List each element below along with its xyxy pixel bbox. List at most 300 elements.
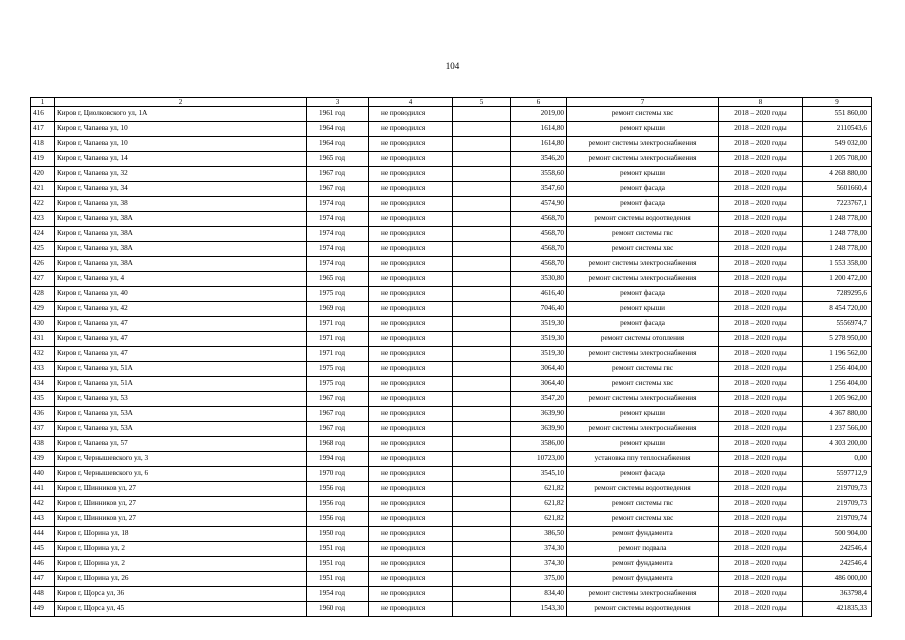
column-header: 2	[55, 98, 307, 107]
table-row	[31, 602, 872, 617]
empty-cell	[453, 377, 511, 392]
address-cell: Киров г, Чапаева ул, 57	[55, 437, 307, 452]
row-number-cell: 444	[31, 527, 55, 542]
empty-cell	[453, 392, 511, 407]
address-cell: Киров г, Шорина ул, 26	[55, 572, 307, 587]
period-cell: 2018 – 2020 годы	[719, 497, 803, 512]
empty-cell	[453, 527, 511, 542]
last-repair-cell: не проводился	[369, 152, 453, 167]
period-cell: 2018 – 2020 годы	[719, 392, 803, 407]
table-row	[31, 272, 872, 287]
period-cell: 2018 – 2020 годы	[719, 287, 803, 302]
year-built-cell: 1956 год	[307, 482, 369, 497]
row-number-cell: 433	[31, 362, 55, 377]
cost-cell: 1 200 472,00	[803, 272, 872, 287]
work-type-cell: ремонт крыши	[567, 407, 719, 422]
row-number-cell: 428	[31, 287, 55, 302]
cost-cell: 421835,33	[803, 602, 872, 617]
period-cell: 2018 – 2020 годы	[719, 512, 803, 527]
year-built-cell: 1974 год	[307, 257, 369, 272]
year-built-cell: 1971 год	[307, 347, 369, 362]
work-type-cell: ремонт системы хвс	[567, 512, 719, 527]
empty-cell	[453, 212, 511, 227]
last-repair-cell: не проводился	[369, 107, 453, 122]
year-built-cell: 1960 год	[307, 602, 369, 617]
last-repair-cell: не проводился	[369, 482, 453, 497]
address-cell: Киров г, Чапаева ул, 51А	[55, 362, 307, 377]
area-cell: 374,30	[511, 542, 567, 557]
year-built-cell: 1974 год	[307, 212, 369, 227]
table-row	[31, 212, 872, 227]
work-type-cell: ремонт системы электроснабжения	[567, 137, 719, 152]
year-built-cell: 1975 год	[307, 362, 369, 377]
address-cell: Киров г, Чапаева ул, 38А	[55, 242, 307, 257]
address-cell: Киров г, Шорина ул, 2	[55, 542, 307, 557]
year-built-cell: 1951 год	[307, 542, 369, 557]
year-built-cell: 1950 год	[307, 527, 369, 542]
row-number-cell: 446	[31, 557, 55, 572]
address-cell: Киров г, Шорина ул, 2	[55, 557, 307, 572]
area-cell: 3064,40	[511, 377, 567, 392]
table-row	[31, 392, 872, 407]
cost-cell: 1 256 404,00	[803, 377, 872, 392]
work-type-cell: ремонт фасада	[567, 287, 719, 302]
row-number-cell: 443	[31, 512, 55, 527]
address-cell: Киров г, Шинников ул, 27	[55, 512, 307, 527]
empty-cell	[453, 197, 511, 212]
area-cell: 4616,40	[511, 287, 567, 302]
cost-cell: 5 278 950,00	[803, 332, 872, 347]
work-type-cell: ремонт системы гвс	[567, 362, 719, 377]
cost-cell: 219709,74	[803, 512, 872, 527]
row-number-cell: 437	[31, 422, 55, 437]
period-cell: 2018 – 2020 годы	[719, 257, 803, 272]
area-cell: 3519,30	[511, 347, 567, 362]
last-repair-cell: не проводился	[369, 557, 453, 572]
last-repair-cell: не проводился	[369, 602, 453, 617]
year-built-cell: 1967 год	[307, 407, 369, 422]
cost-cell: 363798,4	[803, 587, 872, 602]
table-row	[31, 572, 872, 587]
address-cell: Киров г, Чапаева ул, 53А	[55, 407, 307, 422]
area-cell: 374,30	[511, 557, 567, 572]
work-type-cell: ремонт системы электроснабжения	[567, 392, 719, 407]
empty-cell	[453, 497, 511, 512]
period-cell: 2018 – 2020 годы	[719, 227, 803, 242]
header-row	[31, 98, 872, 107]
area-cell: 834,40	[511, 587, 567, 602]
last-repair-cell: не проводился	[369, 257, 453, 272]
row-number-cell: 430	[31, 317, 55, 332]
address-cell: Киров г, Шинников ул, 27	[55, 497, 307, 512]
area-cell: 375,00	[511, 572, 567, 587]
last-repair-cell: не проводился	[369, 467, 453, 482]
year-built-cell: 1970 год	[307, 467, 369, 482]
column-header: 8	[719, 98, 803, 107]
empty-cell	[453, 272, 511, 287]
area-cell: 4568,70	[511, 227, 567, 242]
work-type-cell: ремонт фундамента	[567, 557, 719, 572]
table-row	[31, 227, 872, 242]
last-repair-cell: не проводился	[369, 572, 453, 587]
empty-cell	[453, 452, 511, 467]
last-repair-cell: не проводился	[369, 392, 453, 407]
work-type-cell: ремонт фасада	[567, 467, 719, 482]
area-cell: 4568,70	[511, 242, 567, 257]
cost-cell: 500 904,00	[803, 527, 872, 542]
area-cell: 3546,20	[511, 152, 567, 167]
period-cell: 2018 – 2020 годы	[719, 422, 803, 437]
year-built-cell: 1974 год	[307, 242, 369, 257]
cost-cell: 219709,73	[803, 497, 872, 512]
cost-cell: 242546,4	[803, 542, 872, 557]
cost-cell: 7223767,1	[803, 197, 872, 212]
empty-cell	[453, 437, 511, 452]
empty-cell	[453, 362, 511, 377]
last-repair-cell: не проводился	[369, 452, 453, 467]
row-number-cell: 419	[31, 152, 55, 167]
year-built-cell: 1974 год	[307, 197, 369, 212]
area-cell: 3530,80	[511, 272, 567, 287]
table-row	[31, 287, 872, 302]
work-type-cell: ремонт системы электроснабжения	[567, 152, 719, 167]
last-repair-cell: не проводился	[369, 437, 453, 452]
cost-cell: 1 256 404,00	[803, 362, 872, 377]
empty-cell	[453, 302, 511, 317]
empty-cell	[453, 542, 511, 557]
table-row	[31, 362, 872, 377]
row-number-cell: 445	[31, 542, 55, 557]
cost-cell: 1 248 778,00	[803, 227, 872, 242]
area-cell: 2019,00	[511, 107, 567, 122]
cost-cell: 1 553 358,00	[803, 257, 872, 272]
period-cell: 2018 – 2020 годы	[719, 437, 803, 452]
period-cell: 2018 – 2020 годы	[719, 362, 803, 377]
cost-cell: 242546,4	[803, 557, 872, 572]
cost-cell: 4 268 880,00	[803, 167, 872, 182]
address-cell: Киров г, Шинников ул, 27	[55, 482, 307, 497]
cost-cell: 4 367 880,00	[803, 407, 872, 422]
year-built-cell: 1975 год	[307, 377, 369, 392]
year-built-cell: 1967 год	[307, 392, 369, 407]
area-cell: 4568,70	[511, 257, 567, 272]
work-type-cell: ремонт крыши	[567, 122, 719, 137]
work-type-cell: ремонт системы гвс	[567, 227, 719, 242]
table-row	[31, 497, 872, 512]
column-header: 5	[453, 98, 511, 107]
address-cell: Киров г, Чапаева ул, 40	[55, 287, 307, 302]
empty-cell	[453, 242, 511, 257]
last-repair-cell: не проводился	[369, 272, 453, 287]
row-number-cell: 449	[31, 602, 55, 617]
period-cell: 2018 – 2020 годы	[719, 122, 803, 137]
row-number-cell: 417	[31, 122, 55, 137]
row-number-cell: 441	[31, 482, 55, 497]
table-body	[31, 107, 872, 617]
empty-cell	[453, 152, 511, 167]
empty-cell	[453, 467, 511, 482]
period-cell: 2018 – 2020 годы	[719, 167, 803, 182]
area-cell: 3064,40	[511, 362, 567, 377]
last-repair-cell: не проводился	[369, 182, 453, 197]
last-repair-cell: не проводился	[369, 122, 453, 137]
last-repair-cell: не проводился	[369, 302, 453, 317]
address-cell: Киров г, Чапаева ул, 4	[55, 272, 307, 287]
cost-cell: 0,00	[803, 452, 872, 467]
table-row	[31, 107, 872, 122]
address-cell: Киров г, Щорса ул, 45	[55, 602, 307, 617]
table-row	[31, 557, 872, 572]
work-type-cell: ремонт системы хвс	[567, 107, 719, 122]
year-built-cell: 1974 год	[307, 227, 369, 242]
work-type-cell: ремонт фундамента	[567, 527, 719, 542]
work-type-cell: ремонт системы электроснабжения	[567, 347, 719, 362]
page-number: 104	[445, 61, 460, 71]
work-type-cell: ремонт системы электроснабжения	[567, 272, 719, 287]
table-row	[31, 242, 872, 257]
work-type-cell: ремонт фасада	[567, 182, 719, 197]
table-row	[31, 332, 872, 347]
year-built-cell: 1964 год	[307, 137, 369, 152]
last-repair-cell: не проводился	[369, 542, 453, 557]
last-repair-cell: не проводился	[369, 527, 453, 542]
area-cell: 3545,10	[511, 467, 567, 482]
empty-cell	[453, 182, 511, 197]
last-repair-cell: не проводился	[369, 422, 453, 437]
area-cell: 3519,30	[511, 332, 567, 347]
address-cell: Киров г, Чапаева ул, 38А	[55, 227, 307, 242]
table-row	[31, 137, 872, 152]
area-cell: 7046,40	[511, 302, 567, 317]
housing-repair-table	[30, 97, 872, 617]
last-repair-cell: не проводился	[369, 212, 453, 227]
column-header: 3	[307, 98, 369, 107]
table-row	[31, 257, 872, 272]
cost-cell: 1 248 778,00	[803, 212, 872, 227]
work-type-cell: ремонт системы электроснабжения	[567, 587, 719, 602]
work-type-cell: ремонт крыши	[567, 437, 719, 452]
address-cell: Киров г, Чапаева ул, 34	[55, 182, 307, 197]
row-number-cell: 426	[31, 257, 55, 272]
empty-cell	[453, 407, 511, 422]
address-cell: Киров г, Щорса ул, 36	[55, 587, 307, 602]
row-number-cell: 420	[31, 167, 55, 182]
cost-cell: 1 248 778,00	[803, 242, 872, 257]
year-built-cell: 1967 год	[307, 182, 369, 197]
year-built-cell: 1956 год	[307, 512, 369, 527]
address-cell: Киров г, Чапаева ул, 42	[55, 302, 307, 317]
cost-cell: 1 196 562,00	[803, 347, 872, 362]
table-row	[31, 377, 872, 392]
period-cell: 2018 – 2020 годы	[719, 347, 803, 362]
address-cell: Киров г, Чапаева ул, 47	[55, 347, 307, 362]
empty-cell	[453, 287, 511, 302]
last-repair-cell: не проводился	[369, 347, 453, 362]
row-number-cell: 442	[31, 497, 55, 512]
year-built-cell: 1967 год	[307, 422, 369, 437]
row-number-cell: 434	[31, 377, 55, 392]
work-type-cell: ремонт системы водоотведения	[567, 212, 719, 227]
column-header: 7	[567, 98, 719, 107]
empty-cell	[453, 317, 511, 332]
table-row	[31, 122, 872, 137]
empty-cell	[453, 122, 511, 137]
year-built-cell: 1975 год	[307, 287, 369, 302]
period-cell: 2018 – 2020 годы	[719, 107, 803, 122]
cost-cell: 2110543,6	[803, 122, 872, 137]
last-repair-cell: не проводился	[369, 332, 453, 347]
table-row	[31, 167, 872, 182]
last-repair-cell: не проводился	[369, 362, 453, 377]
row-number-cell: 439	[31, 452, 55, 467]
row-number-cell: 429	[31, 302, 55, 317]
year-built-cell: 1965 год	[307, 272, 369, 287]
period-cell: 2018 – 2020 годы	[719, 572, 803, 587]
address-cell: Киров г, Чапаева ул, 47	[55, 317, 307, 332]
area-cell: 4574,90	[511, 197, 567, 212]
area-cell: 3519,30	[511, 317, 567, 332]
cost-cell: 1 237 566,00	[803, 422, 872, 437]
period-cell: 2018 – 2020 годы	[719, 182, 803, 197]
cost-cell: 8 454 720,00	[803, 302, 872, 317]
cost-cell: 5556974,7	[803, 317, 872, 332]
cost-cell: 551 860,00	[803, 107, 872, 122]
year-built-cell: 1968 год	[307, 437, 369, 452]
empty-cell	[453, 557, 511, 572]
row-number-cell: 422	[31, 197, 55, 212]
table-row	[31, 317, 872, 332]
cost-cell: 486 000,00	[803, 572, 872, 587]
table-row	[31, 527, 872, 542]
period-cell: 2018 – 2020 годы	[719, 212, 803, 227]
empty-cell	[453, 572, 511, 587]
period-cell: 2018 – 2020 годы	[719, 407, 803, 422]
row-number-cell: 427	[31, 272, 55, 287]
area-cell: 4568,70	[511, 212, 567, 227]
year-built-cell: 1994 год	[307, 452, 369, 467]
year-built-cell: 1971 год	[307, 317, 369, 332]
last-repair-cell: не проводился	[369, 512, 453, 527]
year-built-cell: 1965 год	[307, 152, 369, 167]
area-cell: 3639,90	[511, 407, 567, 422]
row-number-cell: 418	[31, 137, 55, 152]
row-number-cell: 440	[31, 467, 55, 482]
cost-cell: 5601660,4	[803, 182, 872, 197]
period-cell: 2018 – 2020 годы	[719, 482, 803, 497]
last-repair-cell: не проводился	[369, 377, 453, 392]
period-cell: 2018 – 2020 годы	[719, 542, 803, 557]
last-repair-cell: не проводился	[369, 137, 453, 152]
period-cell: 2018 – 2020 годы	[719, 332, 803, 347]
period-cell: 2018 – 2020 годы	[719, 377, 803, 392]
address-cell: Киров г, Чапаева ул, 32	[55, 167, 307, 182]
year-built-cell: 1956 год	[307, 497, 369, 512]
column-header: 9	[803, 98, 872, 107]
row-number-cell: 421	[31, 182, 55, 197]
period-cell: 2018 – 2020 годы	[719, 587, 803, 602]
row-number-cell: 431	[31, 332, 55, 347]
area-cell: 1543,30	[511, 602, 567, 617]
year-built-cell: 1967 год	[307, 167, 369, 182]
cost-cell: 549 032,00	[803, 137, 872, 152]
cost-cell: 4 303 200,00	[803, 437, 872, 452]
empty-cell	[453, 422, 511, 437]
address-cell: Киров г, Циолковского ул, 1А	[55, 107, 307, 122]
period-cell: 2018 – 2020 годы	[719, 197, 803, 212]
table-row	[31, 482, 872, 497]
address-cell: Киров г, Чапаева ул, 14	[55, 152, 307, 167]
last-repair-cell: не проводился	[369, 167, 453, 182]
work-type-cell: ремонт фасада	[567, 197, 719, 212]
last-repair-cell: не проводился	[369, 317, 453, 332]
work-type-cell: ремонт системы гвс	[567, 497, 719, 512]
row-number-cell: 447	[31, 572, 55, 587]
area-cell: 1614,80	[511, 122, 567, 137]
period-cell: 2018 – 2020 годы	[719, 272, 803, 287]
table-row	[31, 347, 872, 362]
last-repair-cell: не проводился	[369, 497, 453, 512]
column-header: 1	[31, 98, 55, 107]
address-cell: Киров г, Чапаева ул, 10	[55, 137, 307, 152]
table-row	[31, 542, 872, 557]
row-number-cell: 423	[31, 212, 55, 227]
address-cell: Киров г, Чапаева ул, 53	[55, 392, 307, 407]
period-cell: 2018 – 2020 годы	[719, 527, 803, 542]
column-header: 4	[369, 98, 453, 107]
empty-cell	[453, 227, 511, 242]
address-cell: Киров г, Чапаева ул, 38А	[55, 257, 307, 272]
period-cell: 2018 – 2020 годы	[719, 137, 803, 152]
column-header: 6	[511, 98, 567, 107]
table-row	[31, 452, 872, 467]
address-cell: Киров г, Чапаева ул, 51А	[55, 377, 307, 392]
address-cell: Киров г, Шорина ул, 18	[55, 527, 307, 542]
table-row	[31, 437, 872, 452]
row-number-cell: 448	[31, 587, 55, 602]
area-cell: 3586,00	[511, 437, 567, 452]
work-type-cell: ремонт крыши	[567, 302, 719, 317]
empty-cell	[453, 347, 511, 362]
area-cell: 621,82	[511, 497, 567, 512]
cost-cell: 1 205 962,00	[803, 392, 872, 407]
area-cell: 3547,20	[511, 392, 567, 407]
row-number-cell: 424	[31, 227, 55, 242]
row-number-cell: 438	[31, 437, 55, 452]
table-row	[31, 587, 872, 602]
address-cell: Киров г, Чапаева ул, 38	[55, 197, 307, 212]
row-number-cell: 435	[31, 392, 55, 407]
work-type-cell: ремонт системы электроснабжения	[567, 257, 719, 272]
year-built-cell: 1954 год	[307, 587, 369, 602]
last-repair-cell: не проводился	[369, 242, 453, 257]
work-type-cell: ремонт подвала	[567, 542, 719, 557]
row-number-cell: 436	[31, 407, 55, 422]
work-type-cell: ремонт системы электроснабжения	[567, 422, 719, 437]
work-type-cell: ремонт фасада	[567, 317, 719, 332]
area-cell: 3558,60	[511, 167, 567, 182]
empty-cell	[453, 257, 511, 272]
table-row	[31, 407, 872, 422]
work-type-cell: ремонт фундамента	[567, 572, 719, 587]
last-repair-cell: не проводился	[369, 227, 453, 242]
table-row	[31, 512, 872, 527]
period-cell: 2018 – 2020 годы	[719, 317, 803, 332]
area-cell: 621,82	[511, 482, 567, 497]
cost-cell: 219709,73	[803, 482, 872, 497]
empty-cell	[453, 332, 511, 347]
table-row	[31, 152, 872, 167]
area-cell: 3639,90	[511, 422, 567, 437]
